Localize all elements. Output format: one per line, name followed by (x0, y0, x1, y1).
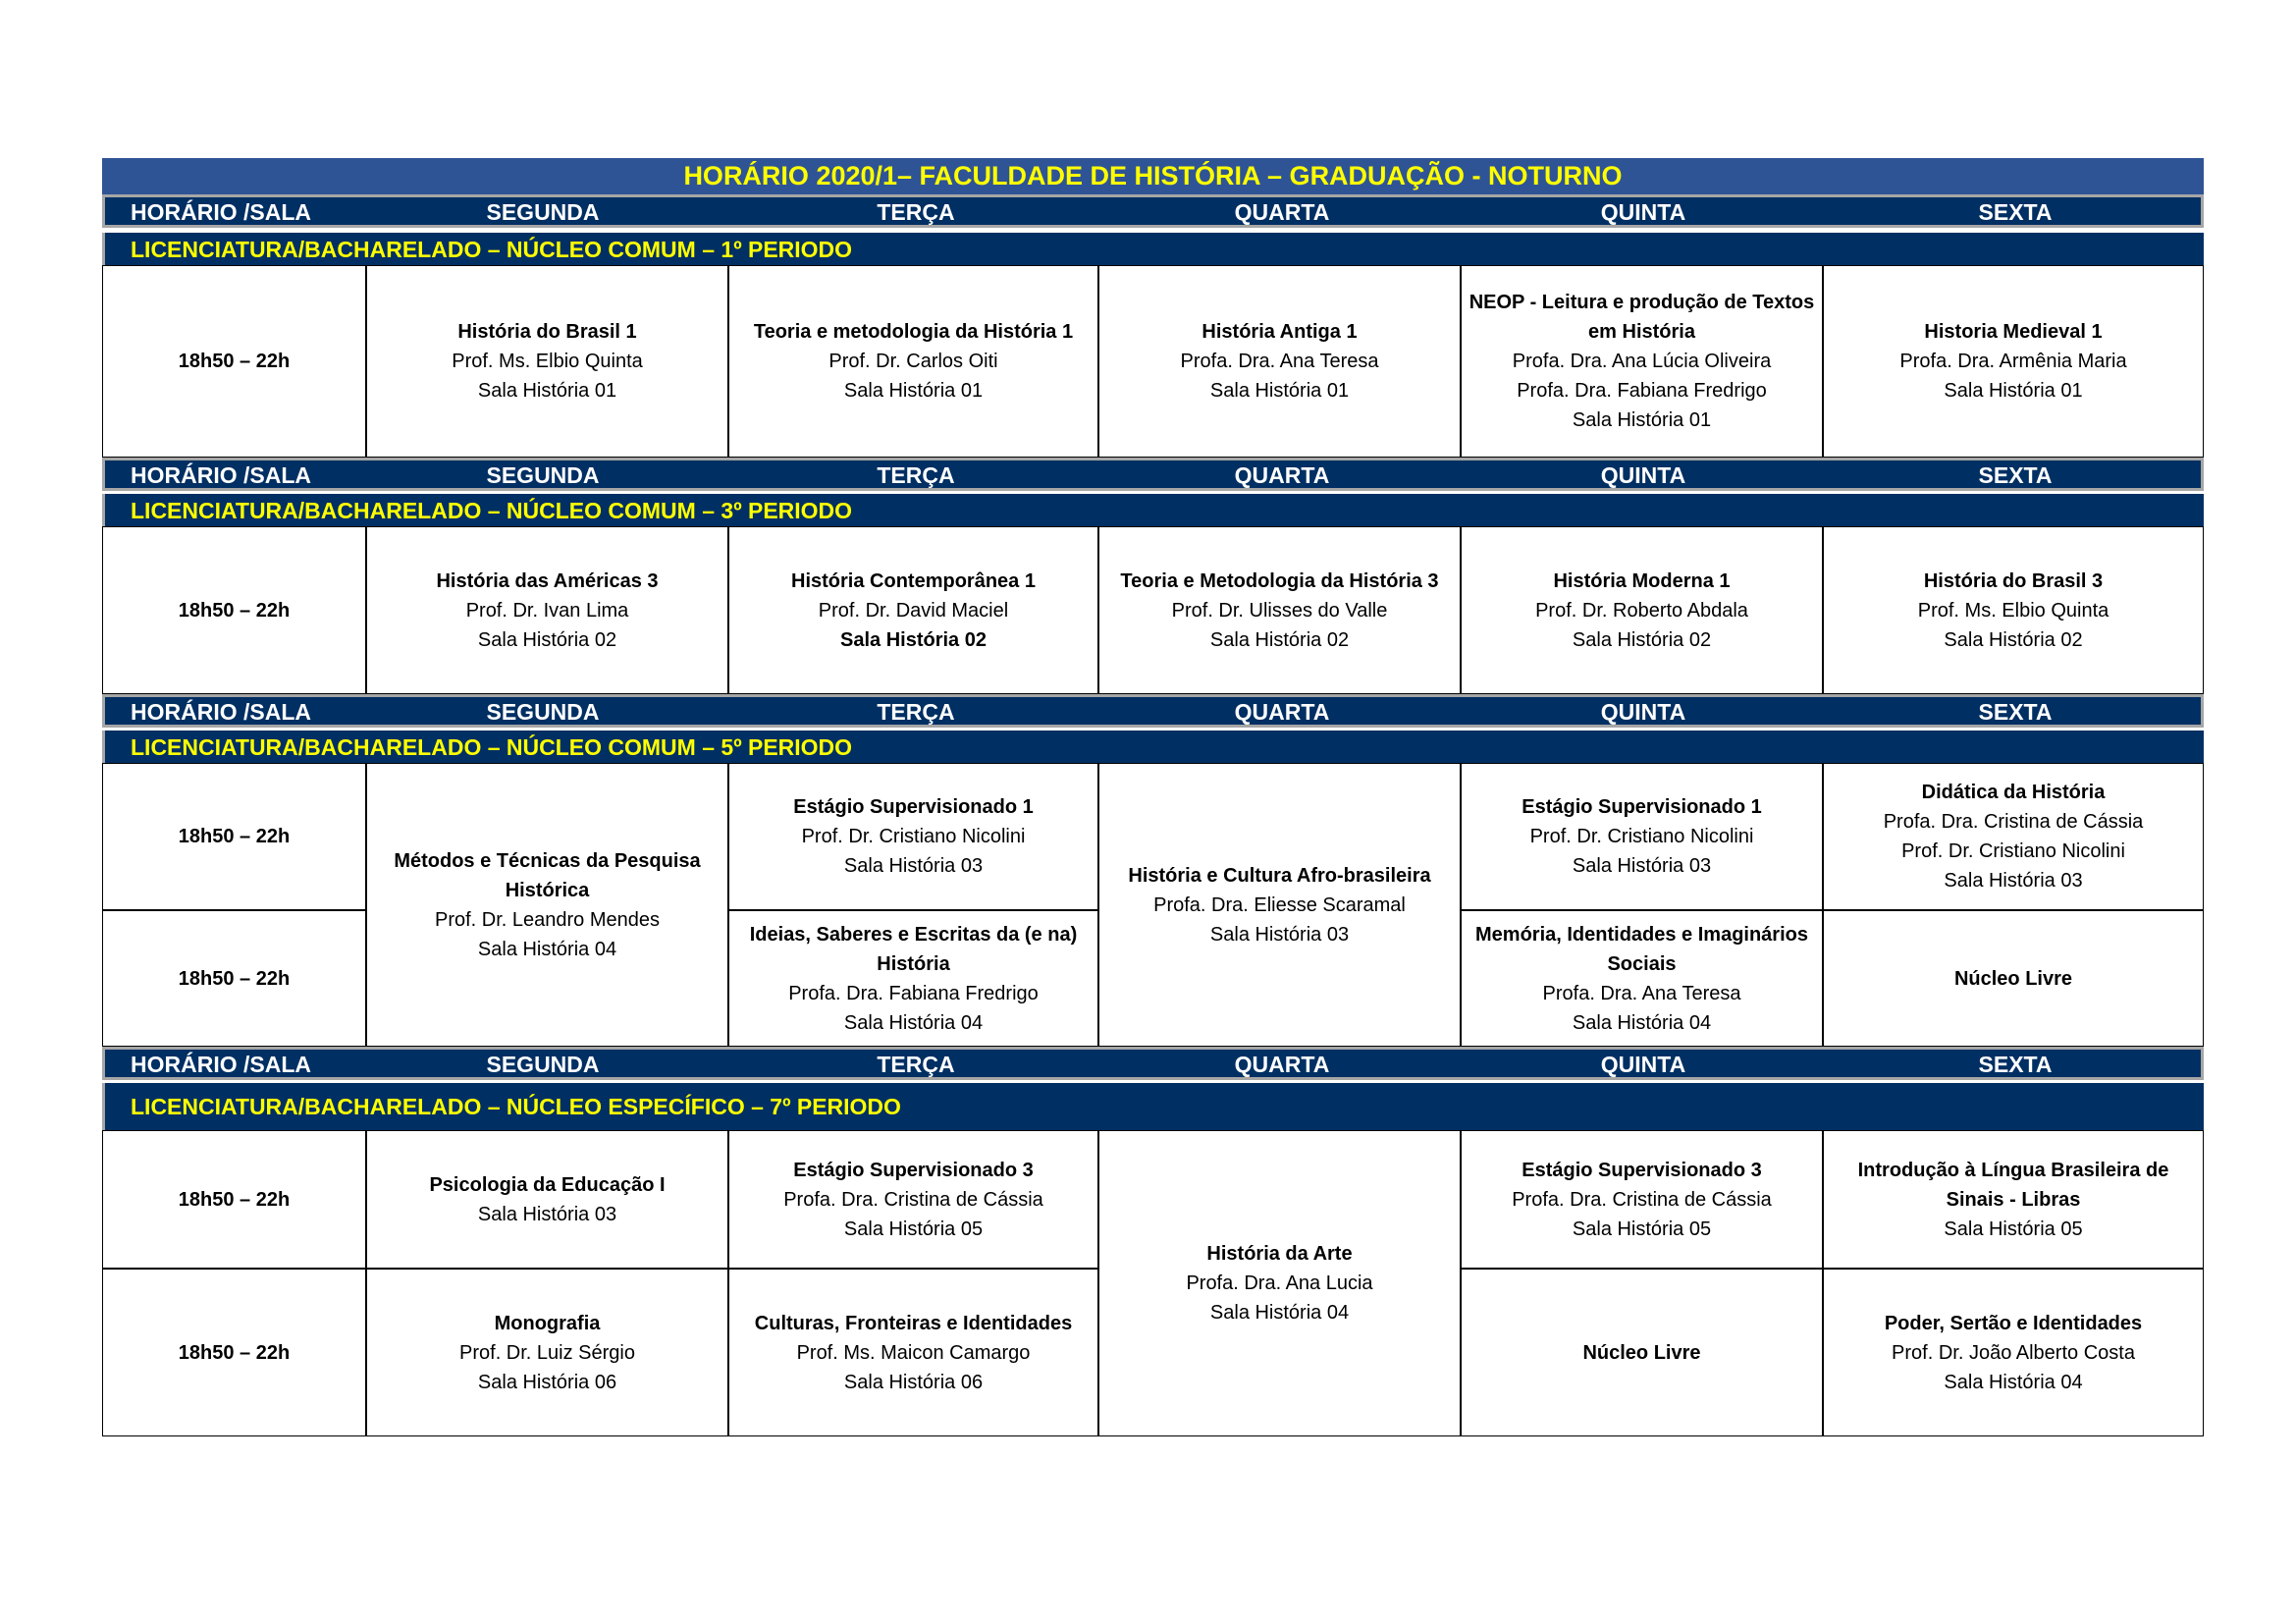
class-cell (366, 1269, 728, 1436)
course-detail: Sala História 06 (843, 1371, 984, 1393)
course-title: Estágio Supervisionado 1 (793, 796, 1034, 818)
course-title: História Contemporânea 1 (791, 569, 1036, 592)
time-slot-label: 18h50 – 22h (178, 826, 291, 847)
column-header-4: QUINTA (1600, 698, 1686, 725)
time-slot-label: 18h50 – 22h (178, 599, 291, 622)
course-title: Teoria e metodologia da História 1 (753, 321, 1074, 343)
column-header-1: SEGUNDA (486, 1051, 600, 1077)
time-slot (102, 1130, 366, 1269)
course-title: Poder, Sertão e Identidades (1884, 1312, 2143, 1334)
course-title: Historia Medieval 1 (1924, 321, 2103, 343)
course-detail: Prof. Ms. Elbio Quinta (452, 351, 643, 372)
class-cell (1823, 763, 2204, 910)
class-cell (1461, 265, 1823, 458)
course-title: Estágio Supervisionado 3 (1522, 1159, 1762, 1181)
course-title: NEOP - Leitura e produção de Textos em História (1468, 292, 1815, 343)
column-header-row (102, 694, 2204, 728)
course-detail: Sala História 02 (840, 628, 987, 651)
course-detail: Sala História 04 (1944, 1371, 2083, 1393)
class-cell (1823, 1130, 2204, 1269)
section-header: LICENCIATURA/BACHARELADO – NÚCLEO COMUM – 1º PERIODO (102, 233, 2204, 266)
course-detail: Sala História 04 (1209, 1302, 1350, 1324)
class-cell (728, 1269, 1098, 1436)
course-detail: Prof. Dr. Roberto Abdala (1535, 599, 1748, 622)
course-detail: Prof. Dr. Ulisses do Valle (1171, 599, 1388, 622)
course-detail: Sala História 04 (477, 938, 617, 960)
course-title: História do Brasil 1 (457, 321, 637, 343)
time-slot-label: 18h50 – 22h (178, 351, 291, 372)
column-header-3: QUARTA (1234, 698, 1330, 725)
class-cell (1461, 1269, 1823, 1436)
course-title: História e Cultura Afro-brasileira (1128, 864, 1431, 887)
course-detail: Sala História 05 (1944, 1218, 2083, 1240)
column-header-row (102, 194, 2204, 228)
course-detail: Prof. Dr. Cristiano Nicolini (801, 826, 1026, 847)
column-header-0: HORÁRIO /SALA (131, 698, 311, 725)
class-cell (728, 526, 1098, 694)
course-detail: Profa. Dra. Ana Lucia (1186, 1272, 1373, 1294)
course-detail: Prof. Dr. Leandro Mendes (434, 908, 660, 931)
course-detail: Sala História 01 (477, 380, 617, 402)
class-cell (366, 265, 728, 458)
time-slot (102, 526, 366, 694)
column-header-3: QUARTA (1234, 461, 1330, 488)
course-detail: Prof. Ms. Maicon Camargo (796, 1341, 1031, 1364)
class-cell (1098, 265, 1461, 458)
class-cell (728, 265, 1098, 458)
course-detail: Profa. Dra. Cristina de Cássia (1883, 811, 2144, 833)
course-title: História da Arte (1206, 1243, 1353, 1265)
course-detail: Profa. Dra. Armênia Maria (1899, 351, 2127, 372)
course-title: Psicologia da Educação I (429, 1173, 666, 1196)
course-title: História das Américas 3 (436, 569, 659, 592)
course-detail: Sala História 03 (1209, 923, 1350, 946)
section-header: LICENCIATURA/BACHARELADO – NÚCLEO ESPECÍFICO – 7º PERIODO (102, 1083, 2204, 1130)
course-detail: Prof. Dr. David Maciel (818, 599, 1009, 622)
course-title: Memória, Identidades e Imaginários Sociais (1475, 923, 1808, 975)
class-cell (1823, 526, 2204, 694)
column-header-3: QUARTA (1234, 198, 1330, 225)
course-detail: Profa. Dra. Eliesse Scaramal (1153, 893, 1406, 916)
course-detail: Sala História 03 (843, 855, 984, 877)
course-detail: Prof. Dr. Carlos Oiti (828, 351, 998, 372)
course-title: Ideias, Saberes e Escritas da (e na) História (749, 923, 1078, 975)
column-header-row (102, 1047, 2204, 1080)
course-detail: Profa. Dra. Ana Teresa (1542, 982, 1741, 1004)
column-header-0: HORÁRIO /SALA (131, 198, 311, 225)
course-detail: Sala História 01 (1572, 409, 1712, 431)
time-slot (102, 1269, 366, 1436)
course-title: Didática da História (1921, 782, 2106, 803)
course-detail: Prof. Dr. João Alberto Costa (1892, 1341, 2135, 1364)
column-header-4: QUINTA (1600, 1051, 1686, 1077)
course-title: Métodos e Técnicas da Pesquisa Histórica (394, 849, 701, 901)
course-detail: Sala História 03 (477, 1203, 617, 1225)
class-cell (728, 910, 1098, 1047)
class-cell (728, 1130, 1098, 1269)
course-detail: Sala História 02 (477, 628, 617, 651)
column-header-4: QUINTA (1600, 461, 1686, 488)
class-cell (1461, 526, 1823, 694)
course-detail: Profa. Dra. Fabiana Fredrigo (788, 982, 1039, 1004)
class-cell (366, 526, 728, 694)
course-detail: Prof. Dr. Cristiano Nicolini (1529, 826, 1754, 847)
course-title: História Antiga 1 (1201, 321, 1358, 343)
course-title: Monografia (494, 1312, 601, 1334)
course-title: História do Brasil 3 (1923, 569, 2104, 592)
course-detail: Prof. Dr. Luiz Sérgio (459, 1341, 635, 1364)
column-header-0: HORÁRIO /SALA (131, 1051, 311, 1077)
class-cell (1823, 910, 2204, 1047)
column-header-row (102, 458, 2204, 491)
course-detail: Profa. Dra. Cristina de Cássia (1512, 1188, 1772, 1211)
course-detail: Sala História 01 (1209, 380, 1350, 402)
course-title: Introdução à Língua Brasileira de Sinais - Libras (1857, 1159, 2169, 1211)
column-header-2: TERÇA (877, 698, 955, 725)
column-header-1: SEGUNDA (486, 698, 600, 725)
class-cell (1098, 763, 1461, 1047)
column-header-0: HORÁRIO /SALA (131, 461, 311, 488)
time-slot (102, 910, 366, 1047)
course-title: Núcleo Livre (1582, 1341, 1701, 1364)
course-detail: Sala História 03 (1944, 870, 2083, 892)
course-title: Teoria e Metodologia da História 3 (1120, 569, 1439, 592)
class-cell (1098, 526, 1461, 694)
course-detail: Profa. Dra. Fabiana Fredrigo (1517, 380, 1767, 402)
course-detail: Sala História 03 (1572, 855, 1712, 877)
time-slot-label: 18h50 – 22h (178, 967, 291, 990)
class-cell (1823, 265, 2204, 458)
course-detail: Sala História 02 (1944, 628, 2083, 651)
time-slot (102, 763, 366, 910)
course-detail: Sala História 01 (1944, 380, 2083, 402)
course-detail: Sala História 02 (1572, 628, 1712, 651)
time-slot (102, 265, 366, 458)
class-cell (728, 763, 1098, 910)
course-title: Estágio Supervisionado 1 (1522, 796, 1762, 818)
class-cell (366, 763, 728, 1047)
course-title: Culturas, Fronteiras e Identidades (754, 1312, 1073, 1334)
course-detail: Profa. Dra. Ana Lúcia Oliveira (1512, 351, 1772, 372)
class-cell (1461, 1130, 1823, 1269)
class-cell (1461, 910, 1823, 1047)
column-header-5: SEXTA (1978, 198, 2053, 225)
course-detail: Prof. Dr. Cristiano Nicolini (1901, 840, 2125, 862)
course-detail: Sala História 04 (1572, 1011, 1712, 1034)
course-detail: Sala História 05 (1572, 1218, 1712, 1240)
course-detail: Sala História 02 (1209, 628, 1350, 651)
section-header: LICENCIATURA/BACHARELADO – NÚCLEO COMUM – 5º PERIODO (102, 731, 2204, 764)
column-header-2: TERÇA (877, 1051, 955, 1077)
class-cell (366, 1130, 728, 1269)
column-header-4: QUINTA (1600, 198, 1686, 225)
course-detail: Prof. Ms. Elbio Quinta (1917, 599, 2109, 622)
course-detail: Sala História 06 (477, 1371, 617, 1393)
course-detail: Prof. Dr. Ivan Lima (465, 599, 629, 622)
class-cell (1098, 1130, 1461, 1436)
column-header-5: SEXTA (1978, 698, 2053, 725)
column-header-1: SEGUNDA (486, 461, 600, 488)
course-detail: Profa. Dra. Ana Teresa (1180, 351, 1379, 372)
column-header-5: SEXTA (1978, 1051, 2053, 1077)
class-cell (1823, 1269, 2204, 1436)
column-header-3: QUARTA (1234, 1051, 1330, 1077)
class-cell (1461, 763, 1823, 910)
column-header-5: SEXTA (1978, 461, 2053, 488)
course-detail: Sala História 01 (843, 380, 984, 402)
column-header-2: TERÇA (877, 198, 955, 225)
course-title: História Moderna 1 (1553, 569, 1731, 592)
time-slot-label: 18h50 – 22h (178, 1188, 291, 1211)
course-title: Estágio Supervisionado 3 (793, 1159, 1034, 1181)
course-detail: Sala História 04 (843, 1011, 984, 1034)
time-slot-label: 18h50 – 22h (178, 1341, 291, 1364)
column-header-1: SEGUNDA (486, 198, 600, 225)
section-header: LICENCIATURA/BACHARELADO – NÚCLEO COMUM – 3º PERIODO (102, 494, 2204, 527)
course-detail: Profa. Dra. Cristina de Cássia (783, 1188, 1043, 1211)
page-title: HORÁRIO 2020/1– FACULDADE DE HISTÓRIA – GRADUAÇÃO - NOTURNO (102, 158, 2204, 194)
course-detail: Sala História 05 (843, 1218, 984, 1240)
course-title: Núcleo Livre (1953, 967, 2073, 990)
column-header-2: TERÇA (877, 461, 955, 488)
